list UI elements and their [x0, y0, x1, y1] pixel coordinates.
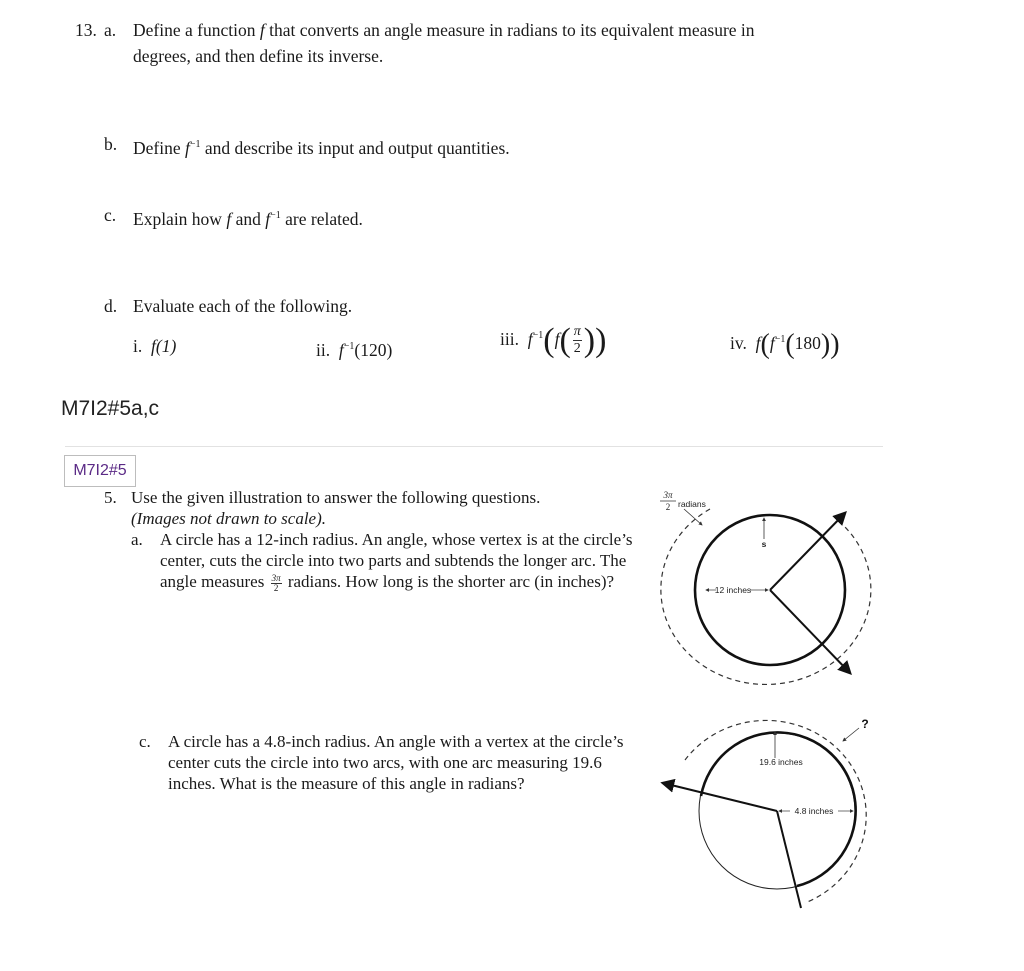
divider	[65, 446, 883, 447]
part-b-text: Define $f^{-1}$ and describe its input and output quantities.	[133, 137, 510, 158]
problem-13-number: 13.	[75, 20, 97, 40]
part-c-label: c.	[104, 205, 117, 225]
problem-5-number: 5.	[104, 488, 117, 507]
problem-5-intro: Use the given illustration to answer the following questions.	[131, 488, 541, 507]
radius-label: 4.8 inches	[794, 806, 834, 816]
outer-dashed-arc	[661, 509, 871, 684]
part-5c-label: c.	[139, 732, 151, 751]
item-iv: iv. $f(f^{-1}(180))$	[730, 328, 840, 360]
angle-frac-num: 3π	[663, 490, 673, 500]
item-iii: iii. $f^{-1}(f$( $\frac{\pi}{2}$ ))	[500, 321, 607, 359]
part-a-text: Define a function f that converts an angle measure in radians to its equivalent measure in	[133, 20, 755, 40]
radians-pointer	[684, 509, 702, 525]
reference-heading: M7I2#5a,c	[61, 397, 160, 420]
angle-frac-den: 2	[665, 502, 671, 512]
ray-lower	[777, 811, 801, 908]
s-label: s	[761, 539, 767, 549]
unknown-angle-arrow	[843, 728, 859, 741]
part-d-label: d.	[104, 296, 118, 316]
part-5a-line3: angle measures $\frac{3\pi}{2}$ radians. How long is the shorter arc (in inches)?	[160, 572, 615, 593]
part-5a-line1: A circle has a 12-inch radius. An angle, whose vertex is at the circle’s	[160, 530, 633, 549]
item-i: i. f(1)	[133, 336, 177, 356]
part-a-label: a.	[104, 20, 117, 40]
radians-label: radians	[678, 499, 706, 509]
circle-diagram-1	[640, 485, 880, 700]
outer-dashed-arc	[685, 720, 866, 903]
part-5c-line3: inches. What is the measure of this angle in radians?	[168, 774, 525, 793]
arc-label: 19.6 inches	[759, 757, 803, 767]
part-d-text: Evaluate each of the following.	[133, 296, 353, 316]
problem-5-note: (Images not drawn to scale).	[131, 509, 327, 528]
part-5a-line2: center, cuts the circle into two parts and subtends the longer arc. The	[160, 551, 627, 570]
part-5c-line1: A circle has a 4.8-inch radius. An angle with a vertex at the circle’s	[168, 732, 624, 751]
ray-lower	[770, 590, 850, 673]
circle-diagram-2	[655, 708, 885, 913]
radius-label: 12 inches	[714, 585, 752, 595]
part-5a-label: a.	[131, 530, 143, 549]
part-b-label: b.	[104, 134, 118, 154]
part-c-text: Explain how f and $f^{-1}$ are related.	[133, 208, 363, 229]
item-ii: ii. $f^{-1}(120)$	[316, 339, 393, 360]
ray-left	[663, 783, 777, 811]
problem-tag: M7I2#5	[64, 455, 136, 487]
unknown-angle-label: ?	[861, 717, 869, 731]
part-5c-line2: center cuts the circle into two arcs, with one arc measuring 19.6	[168, 753, 602, 772]
part-a-text-cont: degrees, and then define its inverse.	[133, 46, 384, 66]
